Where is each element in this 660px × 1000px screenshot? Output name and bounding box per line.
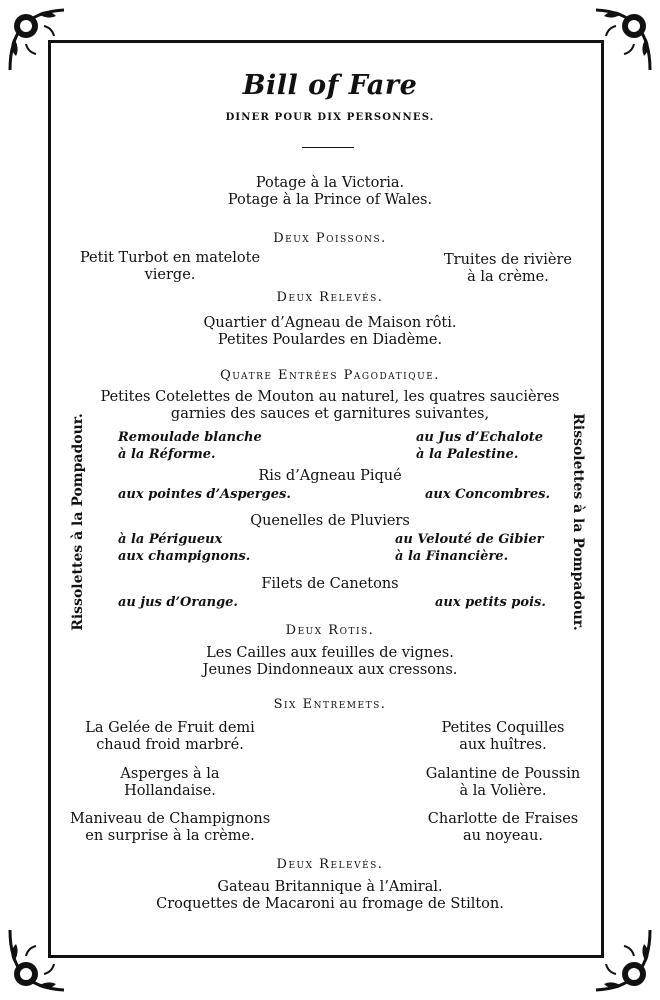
roti-item: Les Cailles aux feuilles de vignes. bbox=[206, 645, 454, 661]
ris-right: aux Concombres. bbox=[425, 487, 551, 502]
releve-item: Gateau Britannique à l’Amiral. bbox=[217, 879, 443, 895]
poisson-right: Truites de rivière à la crème. bbox=[443, 252, 572, 285]
sauce-left: Remoulade blanche à la Réforme. bbox=[118, 430, 262, 462]
entree-filets: Filets de Canetons bbox=[261, 576, 399, 592]
section-heading-rotis: Deux Rotis. bbox=[285, 623, 375, 638]
section-heading-poissons: Deux Poissons. bbox=[273, 231, 387, 246]
potage-item: Potage à la Victoria. bbox=[255, 175, 405, 191]
potage-item: Potage à la Prince of Wales. bbox=[227, 192, 433, 208]
releve-item: Quartier d’Agneau de Maison rôti. bbox=[203, 315, 457, 331]
title-divider bbox=[302, 147, 354, 148]
quenelles-right: au Velouté de Gibier à la Financière. bbox=[395, 532, 544, 564]
entremet-left: Asperges à la Hollandaise. bbox=[120, 766, 220, 799]
quenelles-left: à la Périgueux aux champignons. bbox=[118, 532, 251, 564]
entremet-left: Maniveau de Champignons en surprise à la crème. bbox=[70, 811, 271, 844]
side-text-left: Rissolettes à la Pompadour. bbox=[70, 413, 86, 631]
side-text-right: Rissolettes à la Pompadour. bbox=[570, 413, 586, 631]
filets-right: aux petits pois. bbox=[435, 595, 546, 610]
entremet-right: Charlotte de Fraises au noyeau. bbox=[427, 811, 579, 844]
ornament-corner-icon bbox=[4, 924, 76, 996]
ornament-corner-icon bbox=[584, 4, 656, 76]
sauce-right: au Jus d’Echalote à la Palestine. bbox=[416, 430, 544, 462]
ris-left: aux pointes d’Asperges. bbox=[118, 487, 291, 502]
entree-intro: Petites Cotelettes de Mouton au naturel, les quatres saucières bbox=[100, 389, 560, 405]
entremet-left: La Gelée de Fruit demi chaud froid marbré. bbox=[85, 720, 255, 753]
section-heading-entremets: Six Entremets. bbox=[273, 697, 387, 712]
menu-title: Bill of Fare bbox=[242, 70, 418, 101]
entremet-right: Petites Coquilles aux huîtres. bbox=[441, 720, 565, 753]
entremet-right: Galantine de Poussin à la Volière. bbox=[425, 766, 581, 799]
ornament-corner-icon bbox=[584, 924, 656, 996]
releve-item: Croquettes de Macaroni au fromage de Stilton. bbox=[156, 896, 504, 912]
entree-intro: garnies des sauces et garnitures suivantes, bbox=[170, 406, 490, 422]
section-heading-entrees: Quatre Entrées Pagodatique. bbox=[220, 368, 440, 383]
entree-ris: Ris d’Agneau Piqué bbox=[258, 468, 402, 484]
menu-subtitle: DINER POUR DIX PERSONNES. bbox=[225, 112, 435, 123]
entree-quenelles: Quenelles de Pluviers bbox=[250, 513, 410, 529]
ornament-corner-icon bbox=[4, 4, 76, 76]
releve-item: Petites Poulardes en Diadème. bbox=[217, 332, 443, 348]
section-heading-releves: Deux Relevés. bbox=[276, 290, 384, 305]
filets-left: au jus d’Orange. bbox=[118, 595, 238, 610]
section-heading-releves-2: Deux Relevés. bbox=[276, 857, 384, 872]
roti-item: Jeunes Dindonneaux aux cressons. bbox=[202, 662, 458, 678]
poisson-left: Petit Turbot en matelote vierge. bbox=[79, 250, 261, 283]
